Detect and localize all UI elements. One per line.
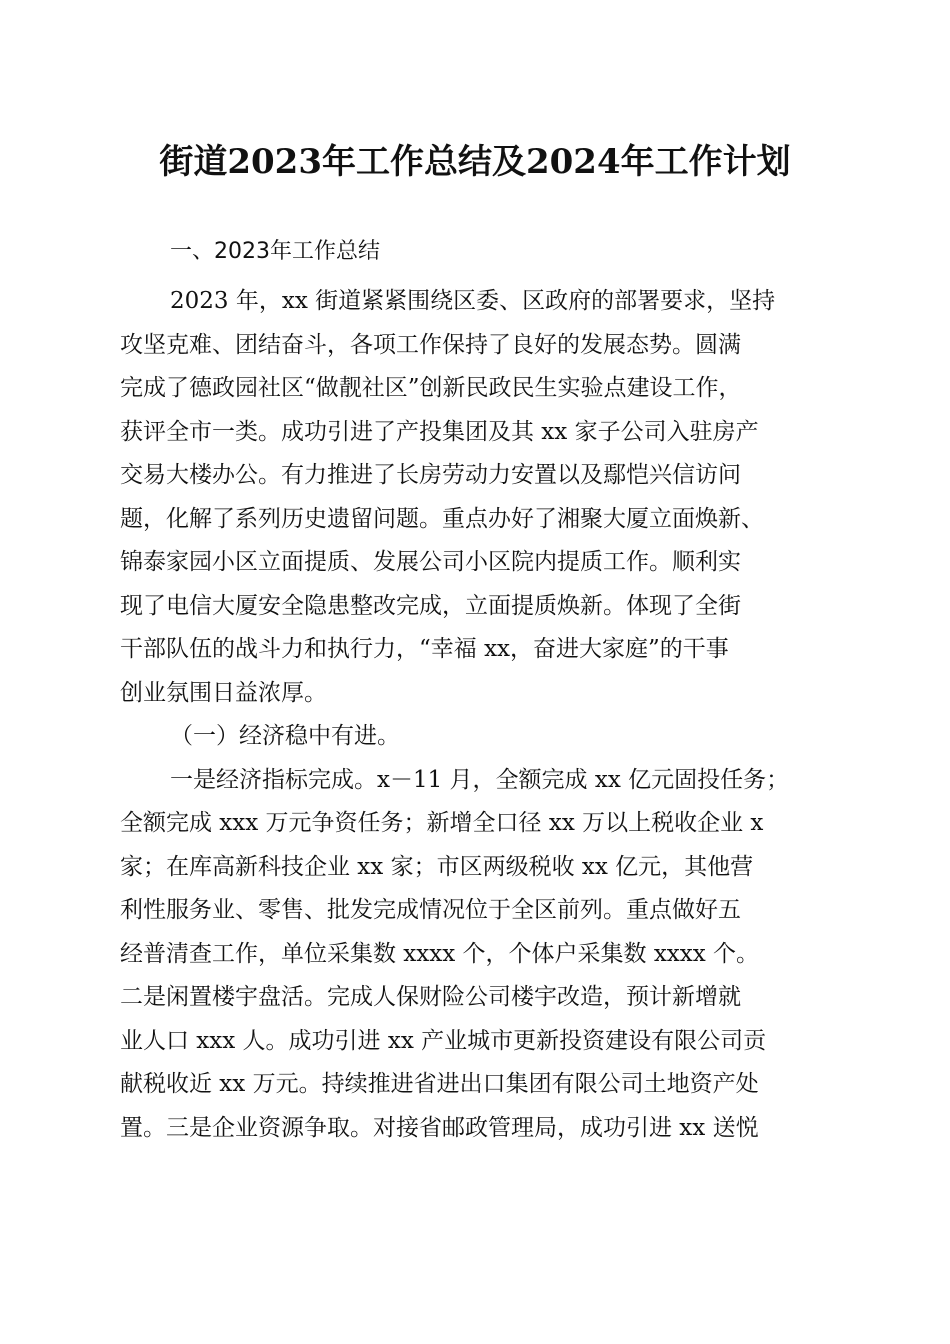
paragraph-line: 全额完成 xxx 万元争资任务；新增全口径 xx 万以上税收企业 x — [120, 810, 764, 836]
paragraph-line: 获评全市一类。成功引进了产投集团及其 xx 家子公司入驻房产 — [120, 418, 759, 445]
paragraph-line: 完成了德政园社区“做靓社区”创新民政民生实验点建设工作， — [120, 375, 742, 401]
paragraph-line: 2023 年，xx 街道紧紧围绕区委、区政府的部署要求，坚持 — [170, 288, 776, 314]
paragraph-line: 家；在库高新科技企业 xx 家；市区两级税收 xx 亿元，其他营 — [120, 853, 754, 880]
paragraph-line: 攻坚克难、团结奋斗，各项工作保持了良好的发展态势。圆满 — [120, 331, 741, 358]
paragraph-line: 二是闲置楼宇盘活。完成人保财险公司楼宇改造，预计新增就 — [120, 984, 741, 1010]
paragraph-line: 献税收近 xx 万元。持续推进省进出口集团有限公司土地资产处 — [120, 1071, 759, 1097]
paragraph-line: 干部队伍的战斗力和执行力，“幸福 xx，奋进大家庭”的干事 — [120, 636, 729, 662]
paragraph-line: 现了电信大厦安全隐患整改完成，立面提质焕新。体现了全街 — [120, 592, 741, 619]
document-title: 街道2023年工作总结及2024年工作计划 — [159, 142, 791, 182]
paragraph-line: 交易大楼办公。有力推进了长房劳动力安置以及鄢恺兴信访问 — [120, 462, 741, 488]
document-body — [120, 280, 840, 1150]
paragraph-line: 置。三是企业资源争取。对接省邮政管理局，成功引进 xx 送悦 — [120, 1114, 759, 1141]
paragraph-line: 业人口 xxx 人。成功引进 xx 产业城市更新投资建设有限公司贡 — [120, 1027, 767, 1054]
paragraph-line: 利性服务业、零售、批发完成情况位于全区前列。重点做好五 — [120, 897, 741, 923]
subsection-heading: （一）经济稳中有进。 — [170, 723, 400, 749]
paragraph-line: 锦泰家园小区立面提质、发展公司小区院内提质工作。顺利实 — [120, 549, 741, 575]
paragraph-line: 一是经济指标完成。x－11 月，全额完成 xx 亿元固投任务； — [170, 766, 790, 793]
paragraph-line: 创业氛围日益浓厚。 — [120, 679, 327, 706]
paragraph-line: 经普清查工作，单位采集数 xxxx 个，个体户采集数 xxxx 个。 — [120, 940, 760, 967]
paragraph-line: 题，化解了系列历史遗留问题。重点办好了湘聚大厦立面焕新、 — [120, 505, 764, 532]
section-heading: 一、2023年工作总结 — [170, 239, 380, 264]
